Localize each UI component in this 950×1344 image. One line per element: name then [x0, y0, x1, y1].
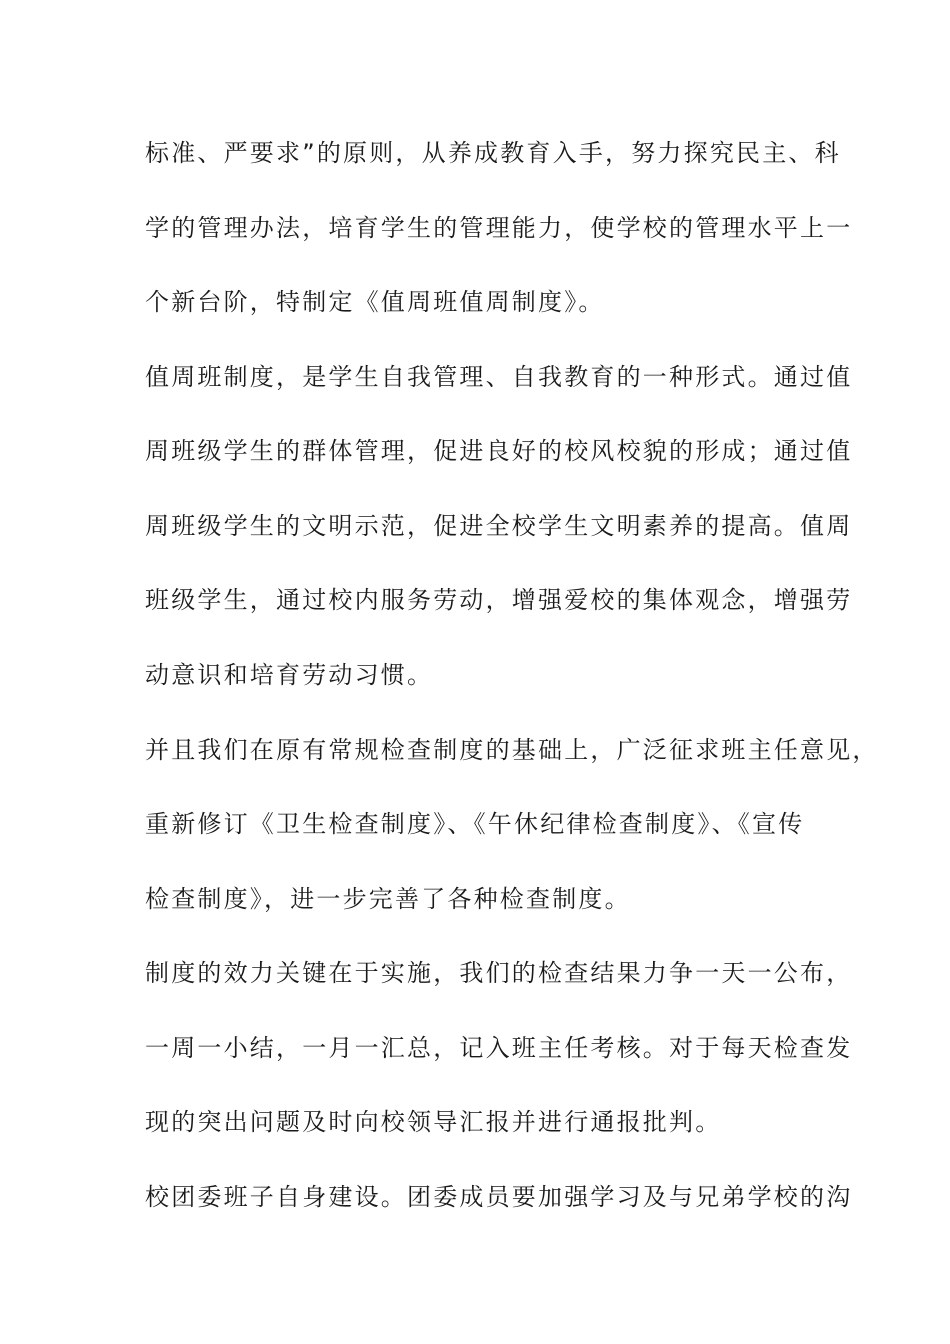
text-line: 标准、严要求”的原则，从养成教育入手，努力探究民主、科: [145, 139, 841, 167]
text-line: 检查制度》，进一步完善了各种检查制度。: [145, 885, 631, 913]
text-line: 并且我们在原有常规检查制度的基础上，广泛征求班主任意见，: [145, 736, 879, 764]
text-line: 现的突出问题及时向校领导汇报并进行通报批判。: [145, 1108, 722, 1136]
text-line: 个新台阶，特制定《值周班值周制度》。: [145, 288, 605, 316]
text-line: 动意识和培育劳动习惯。: [145, 661, 434, 689]
text-line: 周班级学生的群体管理，促进良好的校风校貌的形成；通过值: [145, 437, 853, 465]
text-line: 一周一小结，一月一汇总，记入班主任考核。对于每天检查发: [145, 1034, 853, 1062]
text-line: 校团委班子自身建设。团委成员要加强学习及与兄弟学校的沟: [145, 1183, 853, 1211]
text-line: 班级学生，通过校内服务劳动，增强爱校的集体观念，增强劳: [145, 586, 853, 614]
text-line: 重新修订《卫生检查制度》、《午休纪律检查制度》、《宣传: [145, 810, 805, 838]
text-line: 学的管理办法，培育学生的管理能力，使学校的管理水平上一: [145, 214, 853, 242]
text-line: 值周班制度，是学生自我管理、自我教育的一种形式。通过值: [145, 363, 853, 391]
text-line: 周班级学生的文明示范，促进全校学生文明素养的提高。值周: [145, 512, 853, 540]
text-line: 制度的效力关键在于实施，我们的检查结果力争一天一公布，: [145, 959, 853, 987]
